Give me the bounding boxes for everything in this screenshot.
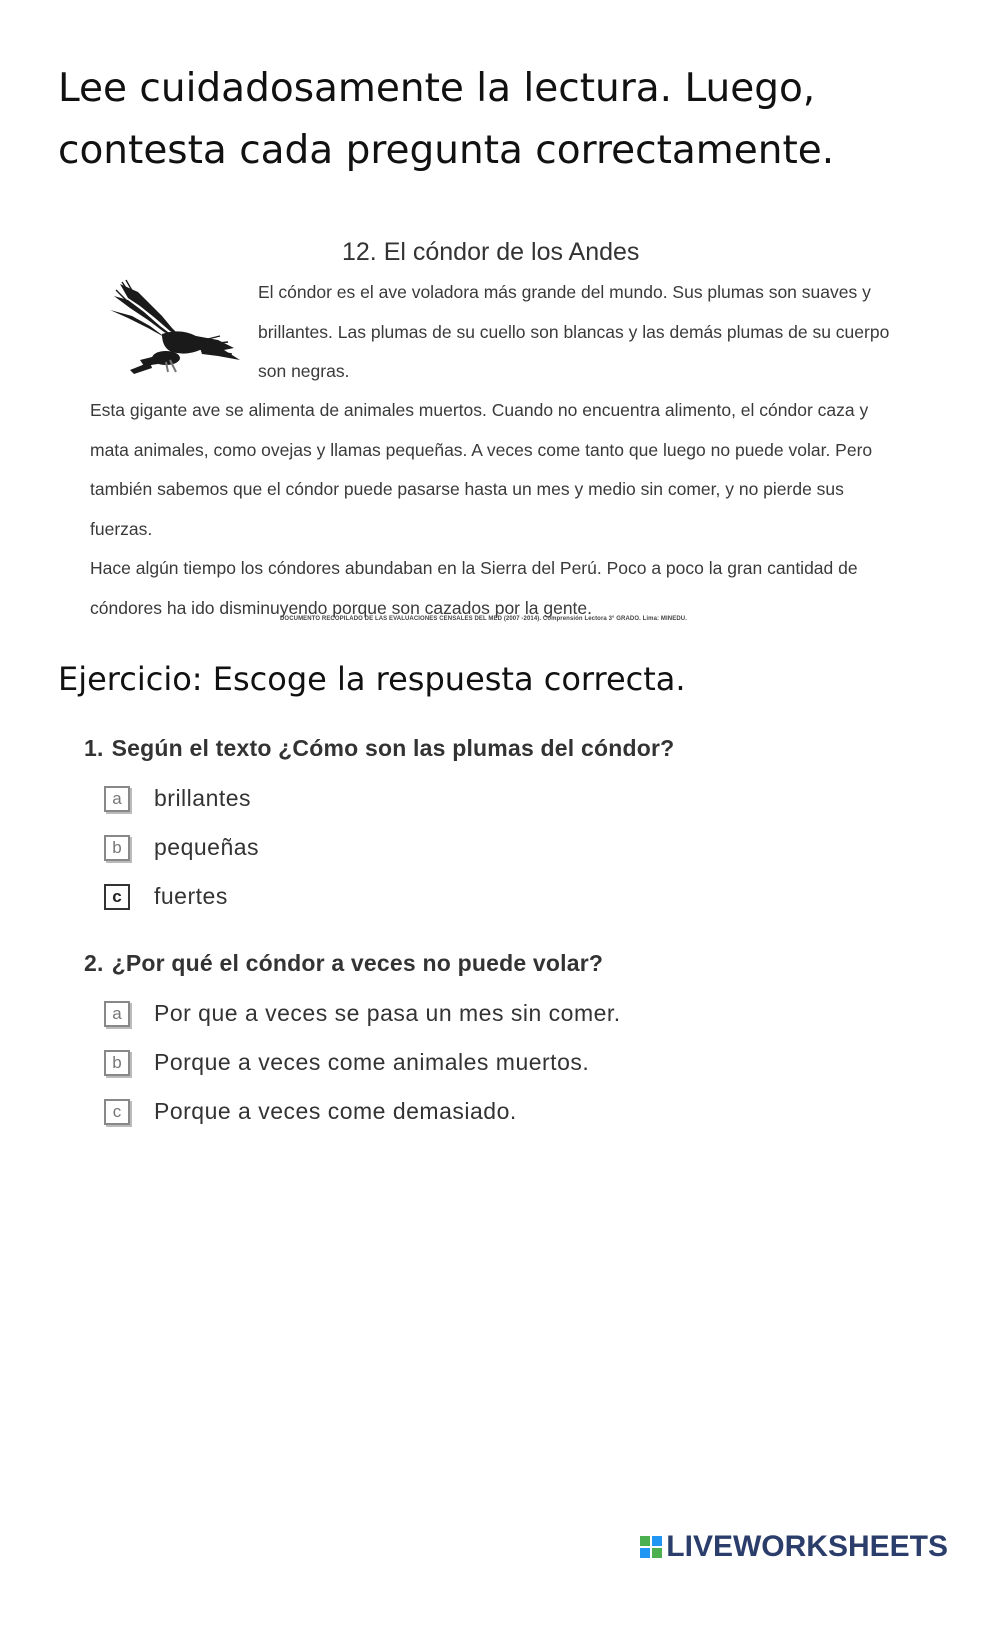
logo-text: LIVEWORKSHEETS (666, 1530, 948, 1563)
reading-paragraph-1: El cóndor es el ave voladora más grande del mundo. Sus plumas son suaves y brillantes. Las plumas de su cuello son blancas y las demás plumas de su cuerpo son negras. (258, 282, 890, 381)
exercise-heading: Ejercicio: Escoge la respuesta correcta. (58, 660, 686, 698)
answer-option-2c[interactable] (84, 1087, 944, 1136)
instructions-text: Lee cuidadosamente la lectura. Luego, contesta cada pregunta correctamente. (58, 66, 835, 173)
reading-title: 12. El cóndor de los Andes (342, 238, 640, 266)
option-text: pequeñas (154, 834, 260, 860)
option-letter-box[interactable]: b (104, 835, 130, 861)
option-text: Porque a veces come animales muertos. (154, 1049, 590, 1075)
question-1 (84, 735, 944, 921)
option-text: Porque a veces come demasiado. (154, 1098, 517, 1124)
option-text: Por que a veces se pasa un mes sin comer. (154, 1000, 621, 1026)
option-letter-box[interactable]: c (104, 884, 130, 910)
source-citation: DOCUMENTO RECOPILADO DE LAS EVALUACIONES CENSALES DEL MED (2007 -2014). Comprensión Lectora 3° GRADO. Lima: MINEDU. (280, 616, 687, 622)
answer-option-2a[interactable] (84, 989, 944, 1038)
liveworksheets-logo (640, 1530, 948, 1564)
answer-option-1c[interactable] (84, 872, 944, 921)
option-letter-box[interactable]: b (104, 1050, 130, 1076)
reading-paragraph-2: Esta gigante ave se alimenta de animales muertos. Cuando no encuentra alimento, el cóndor caza y mata animales, como ovejas y llamas pequeñas. A veces come tanto que luego no puede volar. Pero también sabemos que el cóndor puede pasarse hasta un mes y medio sin comer, y no pierde sus fuerzas. (90, 400, 873, 539)
answer-option-1b[interactable] (84, 823, 944, 872)
condor-illustration (100, 276, 240, 376)
option-letter-box[interactable]: c (104, 1099, 130, 1125)
question-prompt: ¿Por qué el cóndor a veces no puede volar? (111, 950, 604, 976)
question-text (84, 735, 944, 762)
answer-option-2b[interactable] (84, 1038, 944, 1087)
question-prompt: Según el texto ¿Cómo son las plumas del cóndor? (111, 735, 675, 761)
question-text (84, 950, 944, 977)
option-letter-box[interactable]: a (104, 786, 130, 812)
option-letter-box[interactable]: a (104, 1001, 130, 1027)
question-number: 1. (84, 735, 104, 761)
option-text: brillantes (154, 785, 252, 811)
question-number: 2. (84, 950, 104, 976)
question-2 (84, 950, 944, 1136)
answer-option-1a[interactable] (84, 774, 944, 823)
option-text: fuertes (154, 883, 228, 909)
logo-grid-icon (640, 1536, 662, 1558)
reading-paragraph-3: Hace algún tiempo los cóndores abundaban en la Sierra del Perú. Poco a poco la gran cantidad de cóndores ha ido disminuyendo porque son cazados por la gente. (90, 558, 858, 618)
